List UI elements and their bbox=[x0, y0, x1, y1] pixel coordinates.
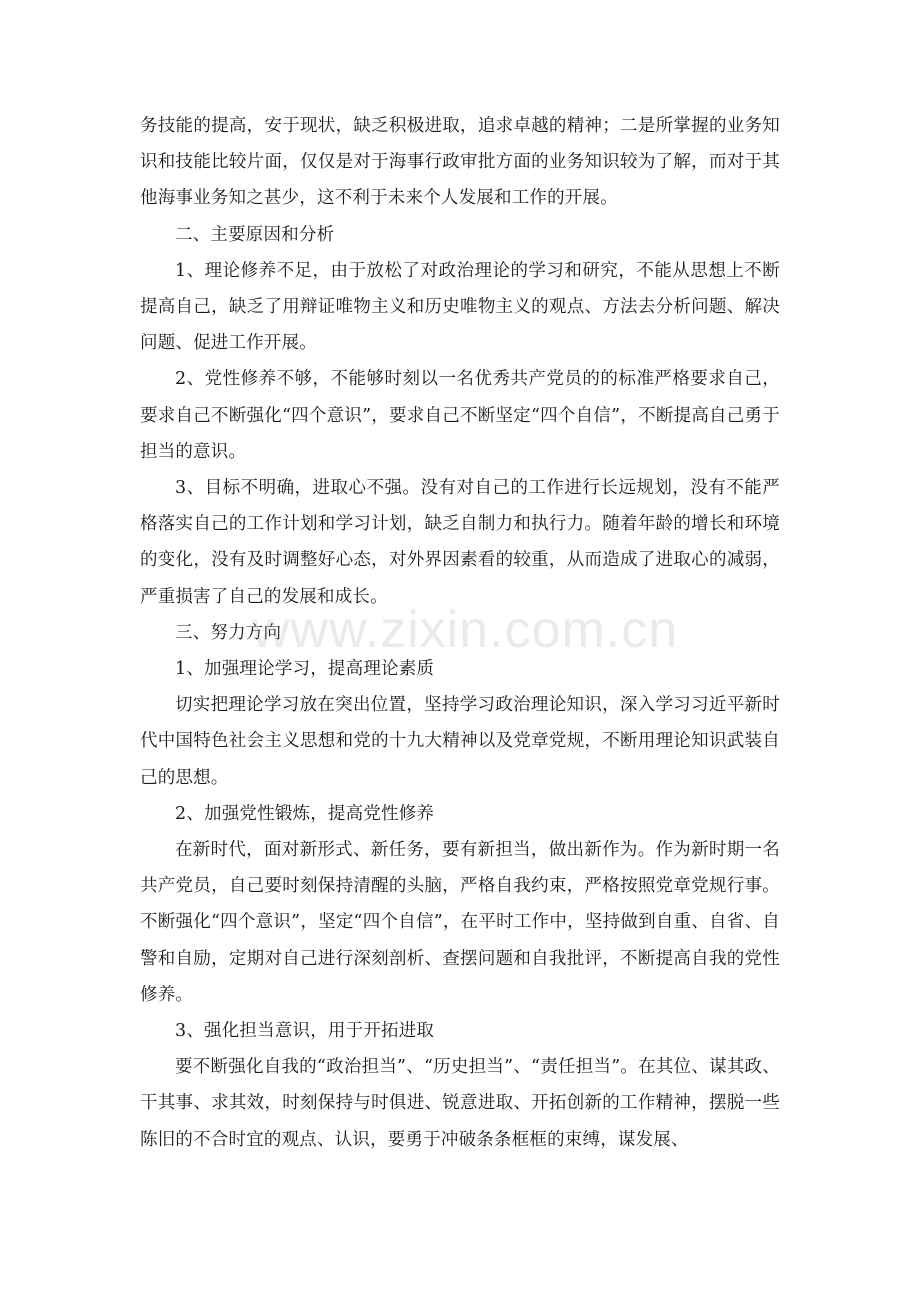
paragraph-cause-1: 1、理论修养不足，由于放松了对政治理论的学习和研究，不能从思想上不断提高自己，缺乏了用辩证唯物主义和历史唯物主义的观点、方法去分析问题、解决问题、促进工作开展。 bbox=[140, 260, 780, 354]
paragraph-continuation: 务技能的提高，安于现状，缺乏积极进取，追求卓越的精神；二是所掌握的业务知识和技能比较片面，仅仅是对于海事行政审批方面的业务知识较为了解，而对于其他海事业务知之甚少，这不利于未来个人发展和工作的开展。 bbox=[140, 116, 780, 209]
subheading-direction-3: 3、强化担当意识，用于开拓进取 bbox=[175, 1021, 435, 1042]
section-heading-direction: 三、努力方向 bbox=[175, 622, 282, 643]
subheading-direction-1: 1、加强理论学习，提高理论素质 bbox=[175, 659, 435, 680]
subheading-direction-2: 2、加强党性锻炼，提高党性修养 bbox=[175, 803, 435, 824]
document-body bbox=[140, 108, 780, 1158]
paragraph-direction-3: 要不断强化自我的“政治担当”、“历史担当”、“责任担当”。在其位、谋其政、干其事、求其效，时刻保持与时俱进、锐意进取、开拓创新的工作精神，摆脱一些陈旧的不合时宜的观点、认识，要勇于冲破条条框框的束缚，谋发展、 bbox=[140, 1057, 780, 1150]
section-heading-causes: 二、主要原因和分析 bbox=[175, 224, 335, 245]
paragraph-direction-1: 切实把理论学习放在突出位置，坚持学习政治理论知识，深入学习习近平新时代中国特色社会主义思想和党的十九大精神以及党章党规，不断用理论知识武装自己的思想。 bbox=[140, 695, 780, 788]
paragraph-cause-2: 2、党性修养不够，不能够时刻以一名优秀共产党员的的标准严格要求自己，要求自己不断强化“四个意识”，要求自己不断坚定“四个自信”，不断提高自己勇于担当的意识。 bbox=[140, 369, 780, 462]
paragraph-cause-3: 3、目标不明确，进取心不强。没有对自己的工作进行长远规划，没有不能严格落实自己的工作计划和学习计划，缺乏自制力和执行力。随着年龄的增长和环境的变化，没有及时调整好心态，对外界因素看的较重，从而造成了进取心的减弱，严重损害了自己的发展和成长。 bbox=[140, 478, 780, 607]
watermark: www.zixin.com.cn bbox=[251, 601, 679, 659]
paragraph-direction-2: 在新时代，面对新形式、新任务，要有新担当，做出新作为。作为新时期一名共产党员，自己要时刻保持清醒的头脑，严格自我约束，严格按照党章党规行事。不断强化“四个意识”，坚定“四个自信”，在平时工作中，坚持做到自重、自省、自警和自励，定期对自己进行深刻剖析、查摆问题和自我批评，不断提高自我的党性修养。 bbox=[140, 840, 780, 1005]
